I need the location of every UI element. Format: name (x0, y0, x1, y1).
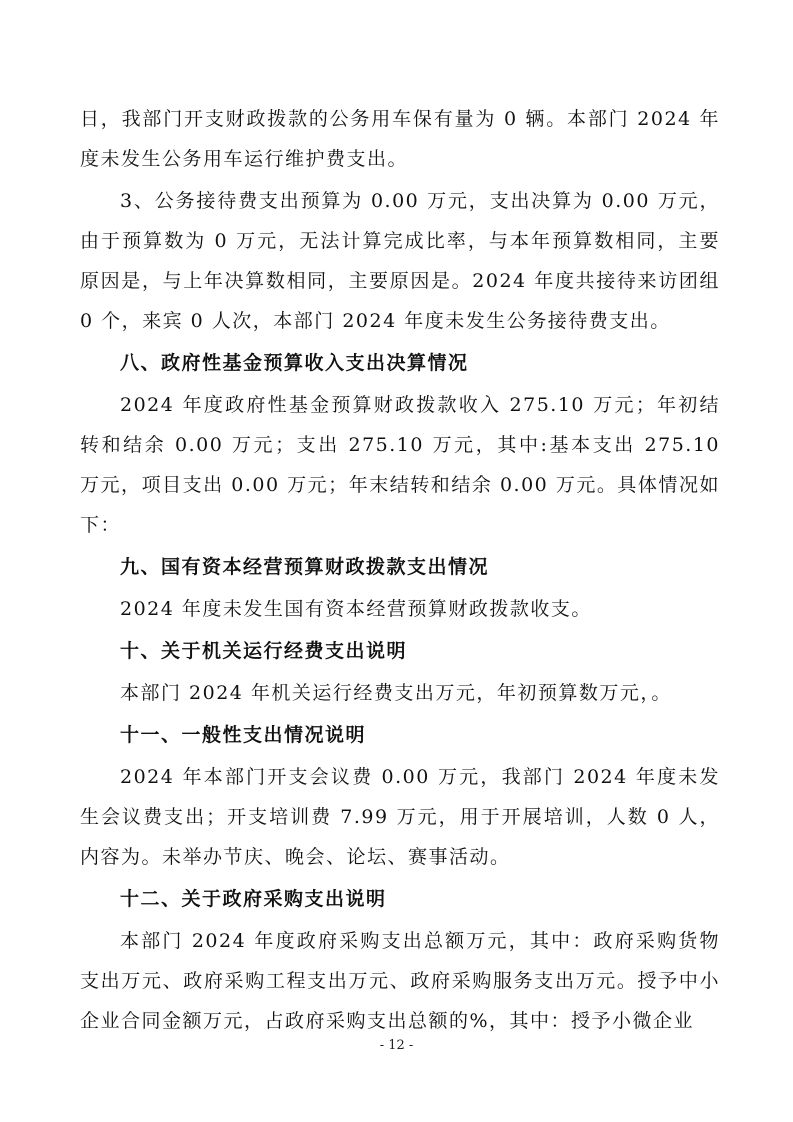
section-heading-11: 十一、一般性支出情况说明 (120, 724, 367, 746)
paragraph-operating-expense: 本部门 2024 年机关运行经费支出万元，年初预算数万元，。 (120, 682, 672, 704)
section-heading-8: 八、政府性基金预算收入支出决算情况 (120, 352, 469, 374)
section-heading-10: 十、关于机关运行经费支出说明 (120, 640, 408, 662)
document-body (80, 99, 720, 1043)
paragraph-procurement: 本部门 2024 年度政府采购支出总额万元，其中：政府采购货物支出万元、政府采购工程支出万元、政府采购服务支出万元。授予中小企业合同金额万元，占政府采购支出总额的%，其中：授予小微企业 (80, 930, 720, 1032)
paragraph-government-fund: 2024 年度政府性基金预算财政拨款收入 275.10 万元；年初结转和结余 0.00 万元；支出 275.10 万元，其中:基本支出 275.10 万元，项目支出 0.00 万元；年末结转和结余 0.00 万元。具体情况如下： (80, 394, 720, 536)
paragraph-general-expense: 2024 年本部门开支会议费 0.00 万元，我部门 2024 年度未发生会议费支出；开支培训费 7.99 万元，用于开展培训，人数 0 人，内容为。未举办节庆、晚会、论坛、赛事活动。 (80, 766, 720, 868)
paragraph-vehicle-continued: 日，我部门开支财政拨款的公务用车保有量为 0 辆。本部门 2024 年度未发生公务用车运行维护费支出。 (80, 108, 720, 170)
section-heading-9: 九、国有资本经营预算财政拨款支出情况 (120, 556, 490, 578)
paragraph-state-capital: 2024 年度未发生国有资本经营预算财政拨款收支。 (120, 598, 592, 620)
page-number: - 12 - (379, 1038, 414, 1053)
paragraph-reception-expense: 3、公务接待费支出预算为 0.00 万元，支出决算为 0.00 万元，由于预算数为 0 万元，无法计算完成比率，与本年预算数相同，主要原因是，与上年决算数相同，主要原因是。2024 年度共接待来访团组 0 个，来宾 0 人次，本部门 2024 年度未发生公务接待费支出。 (80, 190, 720, 332)
section-heading-12: 十二、关于政府采购支出说明 (120, 888, 387, 910)
